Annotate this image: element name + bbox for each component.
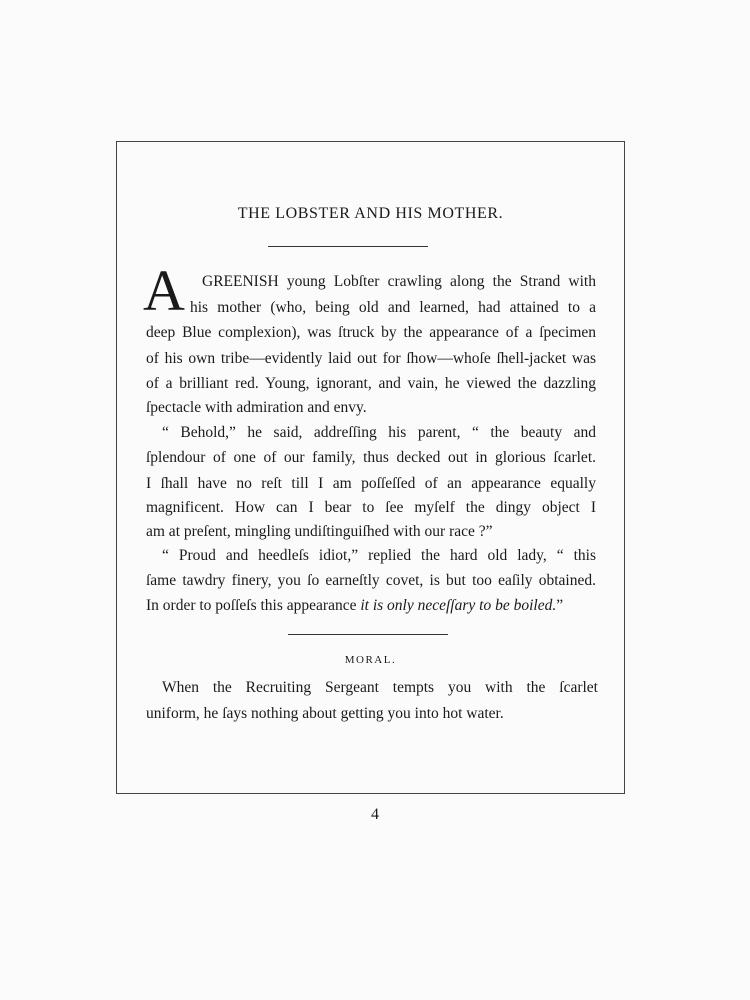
text-line: of a brilliant red. Young, ignorant, and vain, he viewed the dazzling — [146, 375, 596, 392]
text-line — [146, 596, 596, 616]
title-divider — [268, 246, 428, 247]
page-number: 4 — [371, 806, 379, 823]
text-line: of his own tribe—evidently laid out for ſhow—whoſe ſhell-jacket was — [146, 350, 596, 367]
text-line: his mother (who, being old and learned, had attained to a — [190, 299, 596, 316]
moral-divider — [288, 634, 448, 635]
moral-line: When the Recruiting Sergeant tempts you with the ſcarlet — [162, 679, 598, 696]
text-line: am at preſent, mingling undiſtinguiſhed with our race ?” — [146, 523, 493, 540]
text-line: I ſhall have no reſt till I am poſſeſſed of an appearance equally — [146, 475, 596, 492]
text-line: deep Blue complexion), was ſtruck by the appearance of a ſpecimen — [146, 324, 596, 341]
moral-line: uniform, he ſays nothing about getting you into hot water. — [146, 705, 504, 722]
text-line: ſpectacle with admiration and envy. — [146, 399, 367, 416]
text-line: ſplendour of one of our family, thus decked out in glorious ſcarlet. — [146, 449, 596, 466]
text-line: GREENISH young Lobſter crawling along the Strand with — [202, 273, 596, 290]
page-title: THE LOBSTER AND HIS MOTHER. — [237, 205, 504, 222]
moral-heading: MORAL. — [344, 654, 397, 666]
text-line: “ Proud and heedleſs idiot,” replied the hard old lady, “ this — [162, 547, 596, 564]
text-line: “ Behold,” he said, addreſſing his parent, “ the beauty and — [162, 424, 596, 441]
text-line: magnificent. How can I bear to ſee myſelf the dingy object I — [146, 499, 596, 516]
text-segment: In order to poſſeſs this appearance — [146, 597, 357, 614]
text-line: ſame tawdry finery, you ſo earneſtly covet, is but too eaſily obtained. — [146, 572, 596, 589]
closing-quote: ” — [556, 597, 564, 614]
drop-cap: A — [143, 258, 185, 323]
italic-text: it is only neceſſary to be boiled. — [360, 597, 557, 614]
